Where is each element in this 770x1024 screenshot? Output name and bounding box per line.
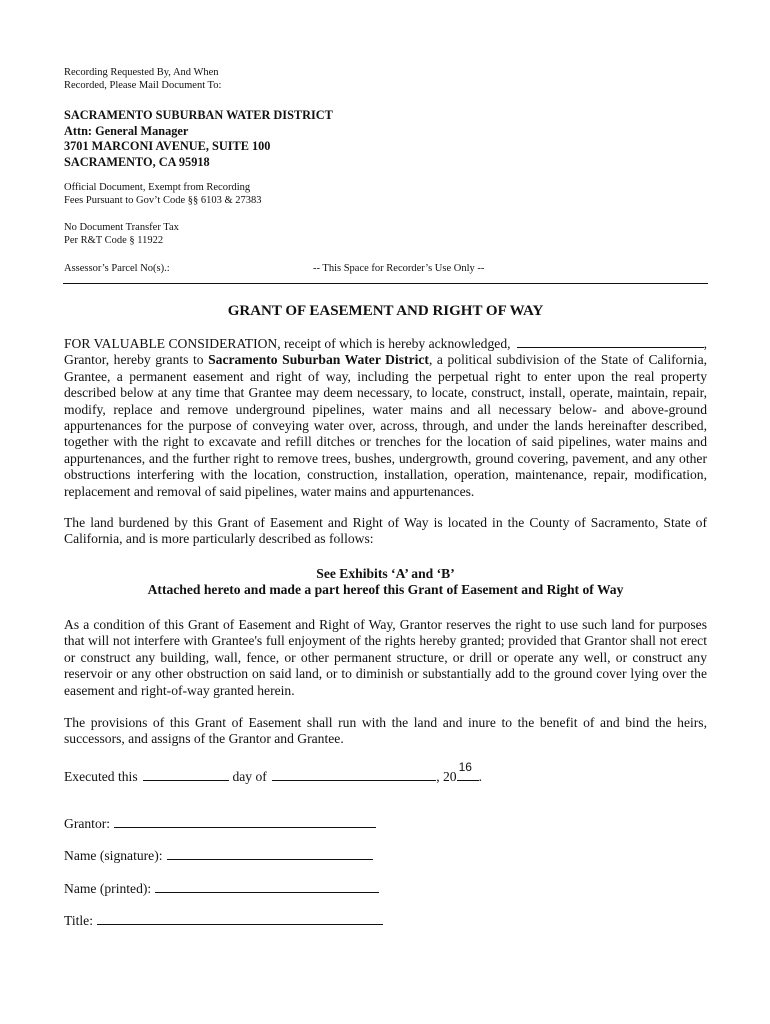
- grantor-name-field[interactable]: [517, 335, 704, 348]
- execution-date-line: [64, 760, 482, 785]
- exempt-line-1: Official Document, Exempt from Recording: [64, 182, 251, 193]
- executed-prefix: Executed this: [64, 769, 138, 784]
- signer-title-field[interactable]: [97, 923, 383, 925]
- recording-request-block: [64, 66, 221, 92]
- recording-fee-exemption: [64, 181, 262, 207]
- grantor-field[interactable]: [114, 826, 376, 828]
- tax-line-1: No Document Transfer Tax: [64, 222, 179, 233]
- printed-name-field[interactable]: [155, 891, 379, 893]
- exempt-line-2: Fees Pursuant to Gov’t Code §§ 6103 & 27383: [64, 195, 262, 206]
- title-label: Title:: [64, 913, 93, 928]
- transfer-tax-note: [64, 221, 179, 247]
- signature-field[interactable]: [167, 858, 373, 860]
- header-divider: [63, 283, 708, 284]
- grantor-condition-paragraph: As a condition of this Grant of Easement and Right of Way, Grantor reserves the right to use such land for purposes that will not interfere with Grantee's full enjoyment of the rights hereby granted; provided that Grantor shall not erect or construct any building, wall, fence, or other permanent structure, or drill or operate any well, or construct any reservoir or any other obstruction on said land, or to diminish or substantially add to the ground cover lying over the easement and right-of-way granted herein.: [64, 617, 707, 698]
- parcel-number-label: Assessor’s Parcel No(s).:: [64, 263, 170, 274]
- name-printed-line: [64, 880, 379, 897]
- execution-year-field[interactable]: [457, 760, 479, 781]
- execution-day-field[interactable]: [143, 779, 229, 781]
- consideration-text: FOR VALUABLE CONSIDERATION, receipt of which is hereby acknowledged,: [64, 336, 511, 351]
- grantor-label: Grantor:: [64, 816, 111, 831]
- execution-month-field[interactable]: [272, 779, 436, 781]
- addressee-street: 3701 MARCONI AVENUE, SUITE 100: [64, 139, 271, 153]
- land-description-paragraph: The land burdened by this Grant of Easement and Right of Way is located in the County of Sacramento, State of California, and is more particularly described as follows:: [64, 515, 707, 547]
- document-title: GRANT OF EASEMENT AND RIGHT OF WAY: [227, 303, 544, 319]
- name-printed-label: Name (printed):: [64, 881, 152, 896]
- title-line: [64, 912, 383, 929]
- exhibits-reference: [64, 566, 707, 599]
- tax-line-2: Per R&T Code § 11922: [64, 235, 164, 246]
- consideration-line: [64, 335, 707, 352]
- grant-prefix: Grantor, hereby grants to: [64, 352, 209, 368]
- year-value: 16: [458, 760, 472, 774]
- name-signature-line: [64, 847, 373, 864]
- consideration-comma: ,: [703, 336, 707, 351]
- grant-body: [64, 352, 707, 500]
- addressee-city: SACRAMENTO, CA 95918: [64, 154, 210, 169]
- year-period: .: [478, 769, 482, 784]
- day-of-label: day of: [232, 769, 267, 784]
- name-signature-label: Name (signature):: [64, 848, 163, 863]
- recorder-space-label: -- This Space for Recorder’s Use Only --: [313, 263, 485, 274]
- recording-line-2: Recorded, Please Mail Document To:: [64, 80, 222, 91]
- recording-line-1: Recording Requested By, And When: [64, 67, 219, 78]
- district-name: Sacramento Suburban Water District: [208, 352, 429, 368]
- addressee-name: SACRAMENTO SUBURBAN WATER DISTRICT: [64, 108, 333, 122]
- grant-body-text: , a political subdivision of the State of California, Grantee, a permanent easement and right of way, including the perpetual right to enter upon the real property described below at any time that Grantee may deem necessary, to locate, construct, install, operate, maintain, repair, modify, replace and remove underground pipelines, water mains and all necessary below- and above-ground appurtenances for the purpose of conveying water over, across, through, and under the lands hereinafter described, together with the right to excavate and refill ditches or trenches for the location of said pipelines, water mains and appurtenances, and the further right to remove trees, bushes, undergrowth, ground covering, pavement, and any other obstructions interfering with the location, construction, installation, operation, maintenance, repair, modification, replacement and removal of said pipelines, water mains and appurtenances.: [64, 352, 707, 499]
- mail-to-address: [64, 108, 333, 170]
- year-prefix: , 20: [436, 769, 457, 784]
- provisions-paragraph: The provisions of this Grant of Easement shall run with the land and inure to the benefit of and bind the heirs, successors, and assigns of the Grantor and Grantee.: [64, 715, 707, 747]
- exhibits-line-2: Attached hereto and made a part hereof this Grant of Easement and Right of Way: [147, 582, 624, 598]
- addressee-attn: Attn: General Manager: [64, 123, 189, 138]
- grant-paragraph: [64, 335, 707, 500]
- grantor-line: [64, 815, 376, 832]
- exhibits-line-1: See Exhibits ‘A’ and ‘B’: [316, 566, 455, 581]
